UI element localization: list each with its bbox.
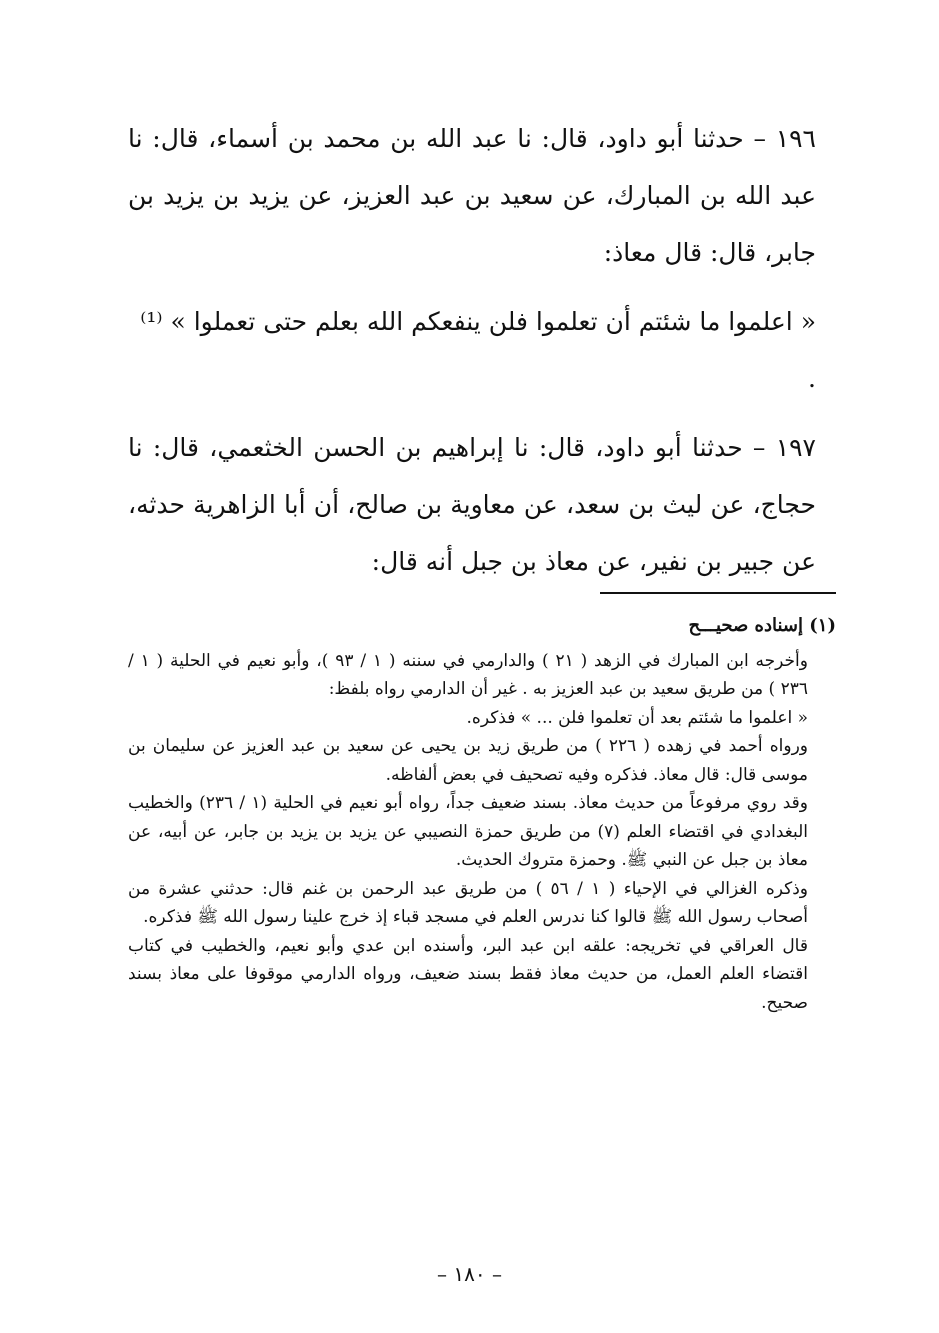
hadith-196-quote: « اعلموا ما شئتم أن تعلموا فلن ينفعكم الله بعلم حتى تعملوا » ⁽¹⁾ . xyxy=(140,307,816,393)
footnote-separator xyxy=(600,592,836,594)
main-text xyxy=(128,110,816,590)
footnote-heading: (١) إسناده صحيـــح xyxy=(688,615,836,636)
hadith-197: ١٩٧ – حدثنا أبو داود، قال: نا إبراهيم بن الحسن الخثعمي، قال: نا حجاج، عن ليث بن سعد، عن معاوية بن صالح، أن أبا الزاهرية حدثه، عن جبير بن نفير، عن معاذ بن جبل أنه قال: xyxy=(128,433,816,576)
footnote-line: ورواه أحمد في زهده ( ٢٢٦ ) من طريق زيد بن يحيى عن سعيد بن عبد العزيز عن سليمان بن موسى قال: قال معاذ. فذكره وفيه تصحيف في بعض ألفاظه. xyxy=(128,736,808,785)
footnote-line: « اعلموا ما شئتم بعد أن تعلموا فلن ... » فذكره. xyxy=(466,707,808,728)
footnote-line: وقد روي مرفوعاً من حديث معاذ. بسند ضعيف جداً، رواه أبو نعيم في الحلية (١ / ٢٣٦) والخطيب البغدادي في اقتضاء العلم (٧) من طريق حمزة النصيبي عن يزيد بن يزيد بن جابر، عن أبيه، عن معاذ بن جبل عن النبي ﷺ. وحمزة متروك الحديث. xyxy=(128,793,808,870)
footnote-line: قال العراقي في تخريجه: علقه ابن عبد البر، وأسنده ابن عدي وأبو نعيم، والخطيب في كتاب اقتضاء العلم العمل، من حديث معاذ فقط بسند ضعيف، ورواه الدارمي موقوفا على معاذ بسند صحيح. xyxy=(128,935,808,1013)
footnotes xyxy=(128,612,836,1017)
footnote-line: وأخرجه ابن المبارك في الزهد ( ٢١ ) والدارمي في سننه ( ١ / ٩٣ )، وأبو نعيم في الحلية ( ١ / ٢٣٦ ) من طريق سعيد بن عبد العزيز به . غير أن الدارمي رواه بلفظ: xyxy=(128,650,808,699)
hadith-196: ١٩٦ – حدثنا أبو داود، قال: نا عبد الله بن محمد بن أسماء، قال: نا عبد الله بن المبارك، عن سعيد بن عبد العزيز، عن يزيد بن يزيد بن جابر، قال: قال معاذ: xyxy=(128,124,816,267)
footnote-line: وذكره الغزالي في الإحياء ( ١ / ٥٦ ) من طريق عبد الرحمن بن غنم قال: حدثني عشرة من أصحاب رسول الله ﷺ قالوا كنا ندرس العلم في مسجد قباء إذ خرج علينا رسول الله ﷺ فذكره. xyxy=(128,878,808,927)
page-number: – ١٨٠ – xyxy=(437,1262,502,1286)
